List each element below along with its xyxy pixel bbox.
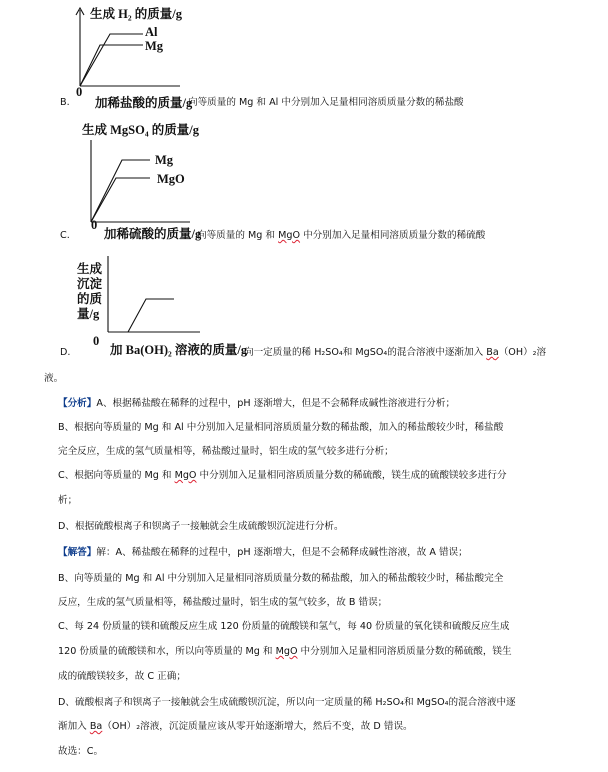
graph-c-series-mg: Mg: [155, 153, 174, 167]
solution-line-b1: B、向等质量的 Mg 和 Al 中分别加入足量相同溶质质量分数的稀盐酸，加入的稀盐酸较少时，稀盐酸完全: [58, 573, 504, 584]
solution-tag: 【解答】: [58, 547, 97, 558]
graph-b-y-axis-label: 生成 H₂ 的质量/g: [90, 7, 182, 21]
graph-b-option-letter: B.: [60, 97, 70, 108]
graph-b-series-mg: Mg: [145, 39, 164, 53]
solution-line-b2: 反应，生成的氢气质量相等，稀盐酸过量时，铝生成的氢气较多，故 B 错误；: [58, 597, 388, 608]
graph-d-y-axis-label-2: 沉淀: [77, 277, 103, 291]
solution-line-d1: D、硫酸根离子和钡离子一接触就会生成硫酸钡沉淀，所以向一定质量的稀 H₂SO₄和 MgSO₄的混合溶液中逐: [58, 697, 516, 708]
graph-d-origin: 0: [93, 334, 100, 348]
graph-d-caption: 向一定质量的稀 H₂SO₄和 MgSO₄的混合溶液中逐渐加入 Ba（OH）₂溶: [244, 347, 547, 358]
solution-line-c2: 120 份质量的硫酸镁和水，所以向等质量的 Mg 和 MgO 中分别加入足量相同溶质质量分数的稀硫酸，镁生: [58, 646, 512, 657]
graph-d-option-letter: D.: [60, 347, 71, 358]
graph-c-x-axis-label: 加稀硫酸的质量/g: [104, 227, 202, 241]
solution-answer: 故选：C。: [58, 746, 104, 757]
solution-line-d2: 渐加入 Ba（OH）₂溶液，沉淀质量应该从零开始逐渐增大，然后不变，故 D 错误。: [58, 721, 413, 732]
analysis-line-d: D、根据硫酸根离子和钡离子一接触就会生成硫酸钡沉淀进行分析。: [58, 521, 344, 532]
graph-d-caption-cont: 液。: [44, 373, 64, 384]
analysis-line-b2: 完全反应，生成的氢气质量相等，稀盐酸过量时，铝生成的氢气较多进行分析；: [58, 446, 394, 457]
graph-b-origin: 0: [76, 85, 83, 99]
solution-line-a: 【解答】解：A、稀盐酸在稀释的过程中，pH 逐渐增大，但是不会稀释成碱性溶液，故 A 错误；: [58, 547, 468, 558]
solution-line-c1: C、每 24 份质量的镁和硫酸反应生成 120 份质量的硫酸镁和氢气，每 40 份质量的氧化镁和硫酸反应生成: [58, 621, 510, 632]
graph-c-y-axis-label: 生成 MgSO₄ 的质量/g: [82, 123, 199, 137]
graph-d-y-axis-label-1: 生成: [77, 262, 103, 276]
graph-b-caption: 向等质量的 Mg 和 Al 中分别加入足量相同溶质质量分数的稀盐酸: [188, 97, 464, 108]
graph-b-series-al: Al: [145, 25, 158, 39]
analysis-line-c1: C、根据向等质量的 Mg 和 MgO 中分别加入足量相同溶质质量分数的稀硫酸，镁生成的硫酸镁较多进行分: [58, 470, 507, 481]
analysis-line-c2: 析；: [58, 495, 78, 506]
analysis-tag: 【分析】: [58, 398, 97, 409]
graph-c-option-letter: C.: [60, 230, 70, 241]
graph-b-x-axis-label: 加稀盐酸的质量/g: [95, 96, 193, 110]
graph-d-precipitate-curve: [0, 0, 1, 1]
graph-d-x-axis-label: 加 Ba(OH)₂ 溶液的质量/g: [110, 343, 248, 357]
solution-line-c3: 成的硫酸镁较多，故 C 正确；: [58, 671, 186, 682]
analysis-line-a: 【分析】A、根据稀盐酸在稀释的过程中，pH 逐渐增大，但是不会稀释成碱性溶液进行分析；: [58, 398, 456, 409]
graph-c-origin: 0: [91, 218, 98, 232]
graph-c-caption: 向等质量的 Mg 和 MgO 中分别加入足量相同溶质质量分数的稀硫酸: [197, 230, 486, 241]
graph-d-y-axis-label-3: 的质: [77, 292, 103, 306]
graph-d-y-axis-label-4: 量/g: [77, 307, 100, 321]
graph-c-series-mgo: MgO: [157, 172, 185, 186]
analysis-line-b1: B、根据向等质量的 Mg 和 Al 中分别加入足量相同溶质质量分数的稀盐酸，加入的稀盐酸较少时，稀盐酸: [58, 422, 504, 433]
